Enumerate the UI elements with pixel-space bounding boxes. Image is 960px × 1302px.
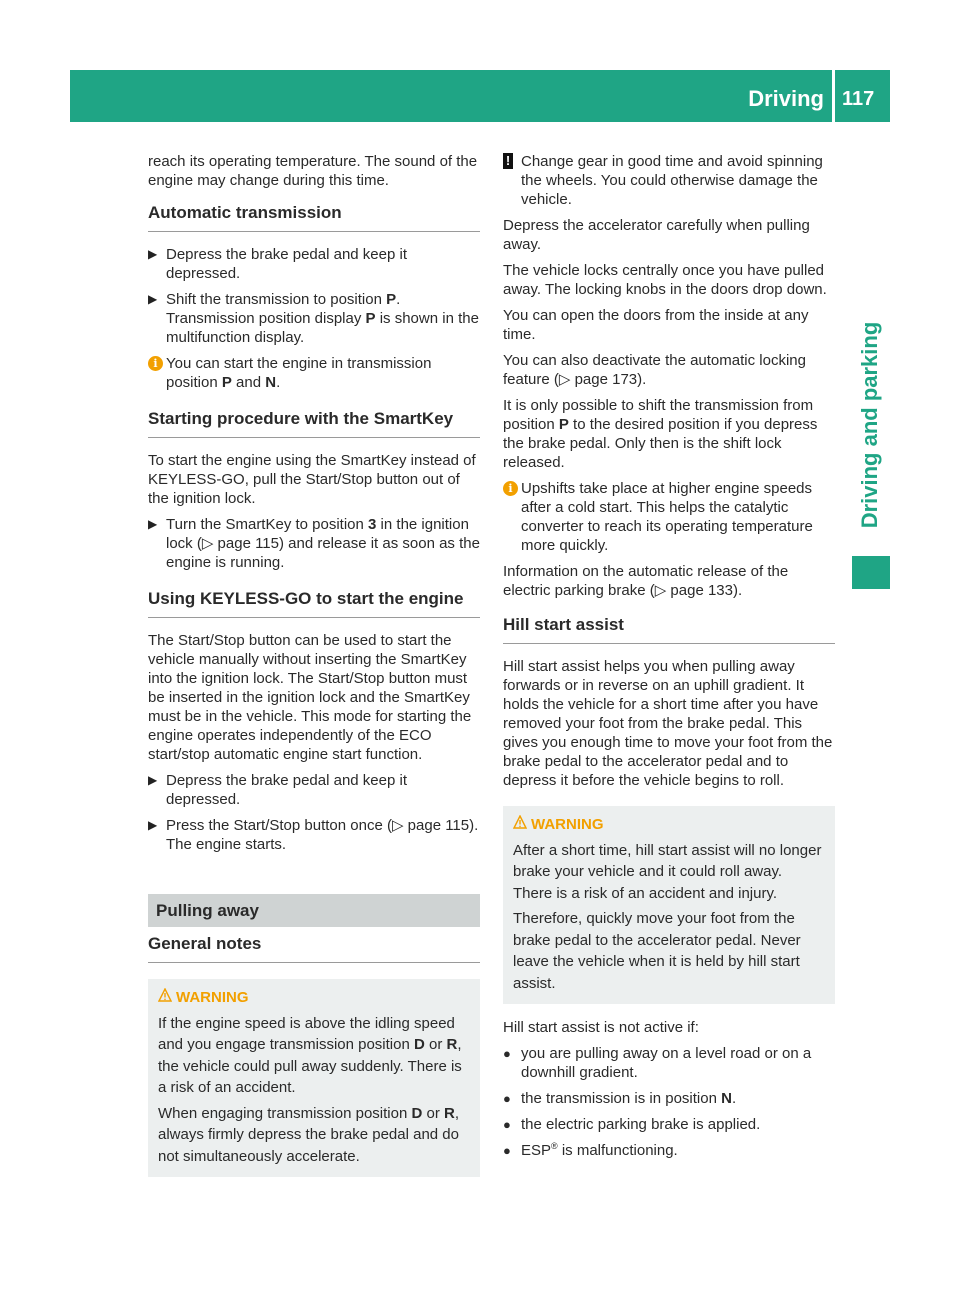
smartkey-heading: Starting procedure with the SmartKey (148, 408, 480, 438)
list-item-text: is malfunctioning. (557, 1142, 678, 1159)
warning-text: If the engine speed is above the idling speed and you engage transmission position (158, 1014, 455, 1053)
arrow-icon: ▶ (148, 292, 158, 306)
warning-text: , always firmly depress the brake pedal and do not simultaneously accelerate. (158, 1104, 460, 1165)
position-label: R (446, 1036, 458, 1053)
arrow-icon: ▶ (148, 247, 158, 261)
list-item-text: . (731, 1090, 737, 1107)
position-label: N (265, 374, 277, 391)
paragraph: You can open the doors from the inside at any time. (503, 307, 809, 343)
paragraph: Depress the accelerator carefully when pulling away. (503, 217, 810, 253)
step-text: Press the Start/Stop button once (▷ page 115). The engine starts. (166, 817, 479, 853)
section-band (148, 894, 480, 927)
paragraph: Hill start assist is not active if: (503, 1019, 699, 1036)
position-label: D (411, 1104, 423, 1122)
header-separator (832, 70, 835, 122)
paragraph: Hill start assist helps you when pulling away forwards or in reverse on an uphill gradient. It holds the vehicle for a short time after you have removed your foot from the brake pedal. This gives you enough time to move your foot from the brake pedal to the accelerator pedal and to depress it before the vehicle begins to roll. (503, 658, 833, 789)
warning-paragraph (158, 1103, 470, 1168)
list-item (503, 1115, 835, 1134)
warning-text: or (422, 1104, 445, 1122)
warning-box (148, 979, 480, 1177)
warning-label: WARNING (531, 816, 604, 833)
side-tab-label: Driving and parking (857, 321, 882, 529)
step-text: in the ignition lock (▷ page 115) and release it as soon as the engine is running. (166, 516, 480, 571)
list-item (503, 1044, 835, 1082)
arrow-icon: ▶ (148, 818, 158, 832)
info-note (148, 354, 480, 392)
chapter-title: Driving (748, 86, 824, 111)
list-item-text: the transmission is in position (521, 1090, 722, 1107)
step-text: Depress the brake pedal and keep it depressed. (166, 772, 407, 808)
exclamation-icon: ! (503, 153, 513, 169)
paragraph: The vehicle locks centrally once you have pulled away. The locking knobs in the doors drop down. (503, 262, 827, 298)
side-tab (854, 300, 886, 550)
position-label: P (365, 310, 376, 327)
paragraph-text: It is only possible to shift the transmission from position (503, 397, 814, 433)
warning-paragraph: After a short time, hill start assist will no longer brake your vehicle and it could roll away. There is a risk of an accident and injury. (513, 841, 822, 902)
step-item (148, 515, 480, 572)
list-item-text: ESP (521, 1142, 552, 1159)
warning-header (158, 987, 470, 1009)
warning-header (513, 814, 825, 836)
position-label: P (221, 374, 232, 391)
warning-text: When engaging transmission position (158, 1104, 412, 1122)
step-text: Turn the SmartKey to position (166, 516, 369, 533)
bullet-icon: ● (503, 1046, 511, 1061)
warning-label: WARNING (176, 989, 249, 1006)
list-item (503, 1089, 835, 1108)
info-text: Upshifts take place at higher engine speeds after a cold start. This helps the catalytic converter to reach its operating temperature more quickly. (521, 480, 813, 554)
step-text: Depress the brake pedal and keep it depressed. (166, 246, 407, 282)
smartkey-paragraph: To start the engine using the SmartKey instead of KEYLESS-GO, pull the Start/Stop button out of the ignition lock. (148, 452, 476, 507)
arrow-icon: ▶ (148, 517, 158, 531)
paragraph-text: to the desired position if you depress the brake pedal. Only then is the shift lock released. (503, 416, 818, 471)
list-item-text: the electric parking brake is applied. (521, 1116, 761, 1133)
info-text: . (276, 374, 281, 391)
position-label: R (444, 1104, 455, 1122)
step-text: Shift the transmission to position (166, 291, 387, 308)
registered-mark: ® (551, 1141, 558, 1151)
list-item-text: you are pulling away on a level road or on a downhill gradient. (521, 1045, 812, 1081)
left-column (148, 152, 480, 1191)
warning-paragraph: Therefore, quickly move your foot from the brake pedal to the accelerator pedal. Never leave the vehicle when it is held by hill start assist. (513, 910, 801, 992)
paragraph: You can also deactivate the automatic locking feature (▷ page 173). (503, 352, 806, 388)
paragraph: Information on the automatic release of the electric parking brake (▷ page 133). (503, 563, 789, 599)
bullet-icon: ● (503, 1117, 511, 1132)
list-item (503, 1141, 835, 1160)
keyless-go-paragraph: The Start/Stop button can be used to start the vehicle manually without inserting the SmartKey into the ignition lock. The Start/Stop button must be inserted in the ignition lock and the SmartKey must be in the vehicle. This mode for starting the engine operates independently of the ECO start/stop automatic engine start function. (148, 632, 472, 763)
position-label: D (414, 1036, 425, 1053)
arrow-icon: ▶ (148, 773, 158, 787)
intro-paragraph: reach its operating temperature. The sound of the engine may change during this time. (148, 153, 478, 189)
position-label: P (386, 291, 397, 308)
step-item (148, 771, 480, 809)
warning-box (503, 806, 835, 1004)
info-text: You can start the engine in transmission position (166, 355, 432, 391)
general-notes-heading: General notes (148, 933, 480, 963)
warning-text: or (424, 1036, 447, 1053)
keyless-go-heading: Using KEYLESS-GO to start the engine (148, 588, 480, 618)
position-label: 3 (368, 516, 377, 533)
position-label: P (558, 416, 569, 433)
automatic-transmission-heading: Automatic transmission (148, 202, 480, 232)
bullet-icon: ● (503, 1091, 511, 1106)
step-item (148, 245, 480, 283)
position-label: N (721, 1090, 732, 1107)
page-number: 117 (842, 88, 875, 110)
warning-text: , the vehicle could pull away suddenly. There is a risk of an accident. (158, 1036, 462, 1096)
info-icon: i (503, 481, 518, 496)
paragraph (503, 396, 835, 472)
side-tab-marker (852, 556, 890, 589)
caution-note (503, 152, 835, 209)
info-text: and (231, 374, 266, 391)
step-text: is shown in the multifunction display. (166, 310, 479, 346)
section-band-title: Pulling away (156, 901, 259, 920)
hill-start-assist-heading: Hill start assist (503, 614, 835, 644)
warning-paragraph (158, 1013, 470, 1099)
step-item (148, 816, 480, 854)
info-icon: i (148, 356, 163, 371)
right-column (503, 152, 835, 1167)
warning-triangle-icon (158, 988, 172, 1002)
warning-triangle-icon (513, 815, 527, 829)
step-text: . Transmission position display (166, 291, 401, 327)
info-note (503, 479, 835, 555)
bullet-icon: ● (503, 1143, 511, 1158)
caution-text: Change gear in good time and avoid spinning the wheels. You could otherwise damage the vehicle. (521, 153, 823, 208)
step-item (148, 290, 480, 347)
